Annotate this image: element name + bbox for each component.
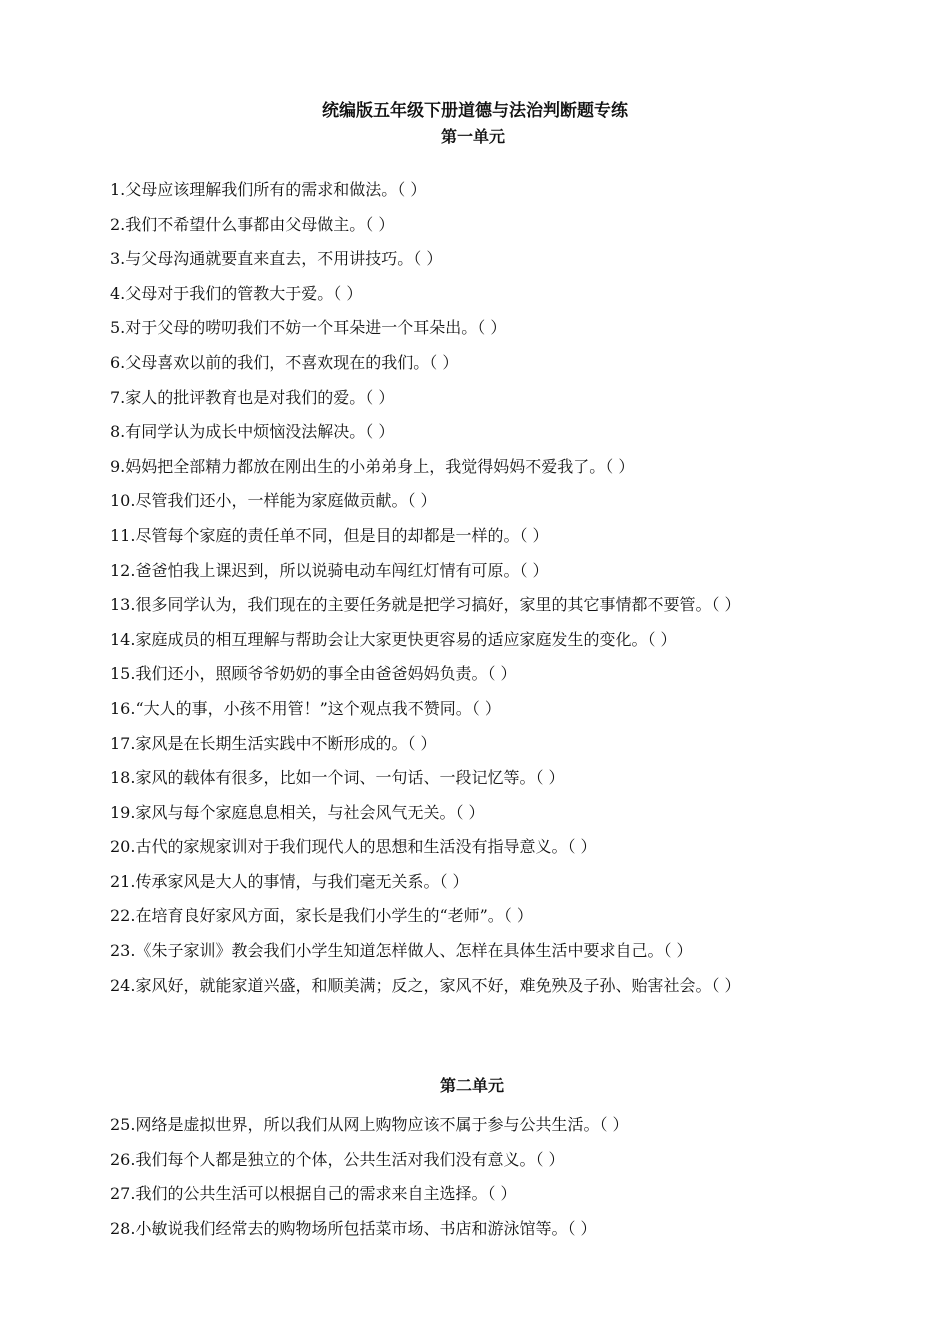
question-16: 16.“大人的事，小孩不用管！”这个观点我不赞同。（ ） [110,698,501,718]
question-4: 4.父母对于我们的管教大于爱。（ ） [110,283,363,303]
unit1-question-list [110,173,845,1003]
question-1: 1.父母应该理解我们所有的需求和做法。（ ） [110,180,427,199]
question-9: 9.妈妈把全部精力都放在刚出生的小弟弟身上，我觉得妈妈不爱我了。（ ） [110,456,635,476]
question-20: 20.古代的家规家训对于我们现代人的思想和生活没有指导意义。（ ） [110,837,597,857]
question-8: 8.有同学认为成长中烦恼没法解决。（ ） [110,422,395,442]
question-10: 10.尽管我们还小，一样能为家庭做贡献。（ ） [110,491,437,511]
question-7: 7.家人的批评教育也是对我们的爱。（ ） [110,387,395,407]
question-22: 22.在培育良好家风方面，家长是我们小学生的“老师”。（ ） [110,906,533,926]
question-24: 24.家风好，就能家道兴盛，和顺美满；反之，家风不好，难免殃及子孙、贻害社会。（ ） [110,975,741,995]
question-25: 25.网络是虚拟世界，所以我们从网上购物应该不属于参与公共生活。（ ） [110,1115,629,1134]
document-title: 统编版五年级下册道德与法治判断题专练 [322,101,628,121]
question-14: 14.家庭成员的相互理解与帮助会让大家更快更容易的适应家庭发生的变化。（ ） [110,629,677,649]
question-18: 18.家风的载体有很多，比如一个词、一句话、一段记忆等。（ ） [110,768,565,788]
question-26: 26.我们每个人都是独立的个体，公共生活对我们没有意义。（ ） [110,1149,565,1169]
question-17: 17.家风是在长期生活实践中不断形成的。（ ） [110,733,437,753]
question-6: 6.父母喜欢以前的我们，不喜欢现在的我们。（ ） [110,352,459,372]
question-3: 3.与父母沟通就要直来直去，不用讲技巧。（ ） [110,249,443,269]
question-19: 19.家风与每个家庭息息相关，与社会风气无关。（ ） [110,802,485,822]
unit1-heading: 第一单元 [440,127,505,146]
unit2-heading: 第二单元 [439,1076,504,1095]
question-15: 15.我们还小，照顾爷爷奶奶的事全由爸爸妈妈负责。（ ） [110,664,517,684]
question-27: 27.我们的公共生活可以根据自己的需求来自主选择。（ ） [110,1184,517,1204]
question-12: 12.爸爸怕我上课迟到，所以说骑电动车闯红灯情有可原。（ ） [110,560,549,580]
question-28: 28.小敏说我们经常去的购物场所包括菜市场、书店和游泳馆等。（ ） [110,1218,597,1238]
question-23: 23.《朱子家训》教会我们小学生知道怎样做人、怎样在具体生活中要求自己。（ ） [110,941,693,961]
unit2-question-list [110,1108,845,1246]
question-11: 11.尽管每个家庭的责任单不同，但是目的却都是一样的。（ ） [110,525,549,545]
question-13: 13.很多同学认为，我们现在的主要任务就是把学习搞好，家里的其它事情都不要管。（ ） [110,595,741,615]
question-5: 5.对于父母的唠叨我们不妨一个耳朵进一个耳朵出。（ ） [110,318,507,338]
question-2: 2.我们不希望什么事都由父母做主。（ ） [110,214,395,234]
question-21: 21.传承家风是大人的事情，与我们毫无关系。（ ） [110,871,469,891]
